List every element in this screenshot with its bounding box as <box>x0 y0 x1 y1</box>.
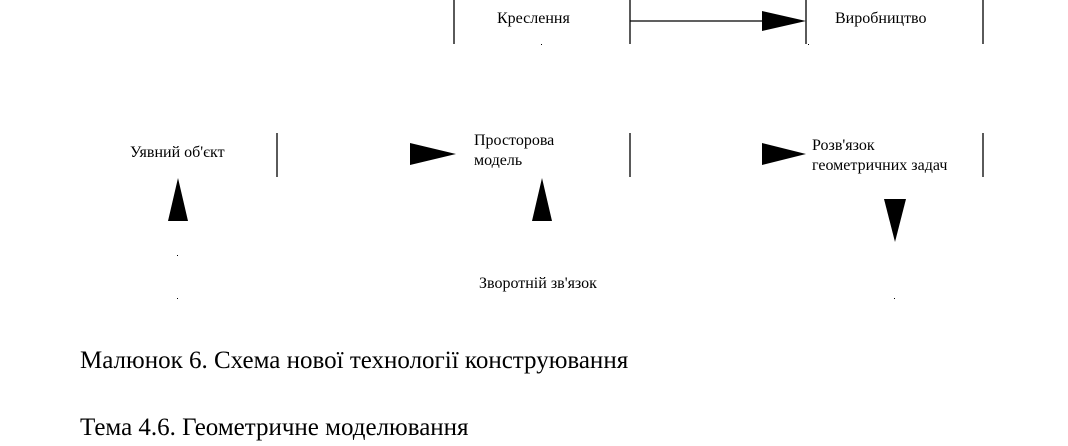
arrow-drawings-to-production <box>630 11 806 31</box>
node-geometric-tasks-line2: геометричних задач <box>812 157 948 174</box>
topic-heading: Тема 4.6. Геометричне моделювання <box>80 414 469 441</box>
arrow-object-to-model <box>410 143 456 165</box>
node-drawings: Креслення <box>497 10 570 27</box>
node-feedback: Зворотній зв'язок <box>479 275 597 292</box>
figure-caption: Малюнок 6. Схема нової технології конструювання <box>80 347 629 374</box>
node-imagined-object: Уявний об'єкт <box>130 144 225 161</box>
node-spatial-model-line2: модель <box>474 152 523 169</box>
node-spatial-model-line1: Просторова <box>474 132 555 149</box>
arrow-model-to-tasks <box>762 143 806 165</box>
arrow-up-feedback-model <box>532 178 552 221</box>
node-geometric-tasks-line1: Розв'язок <box>812 137 875 154</box>
diagram-dots <box>177 44 895 299</box>
node-production: Виробництво <box>835 10 927 27</box>
arrow-down-feedback-tasks <box>884 199 906 242</box>
arrow-up-feedback-object <box>168 178 188 221</box>
